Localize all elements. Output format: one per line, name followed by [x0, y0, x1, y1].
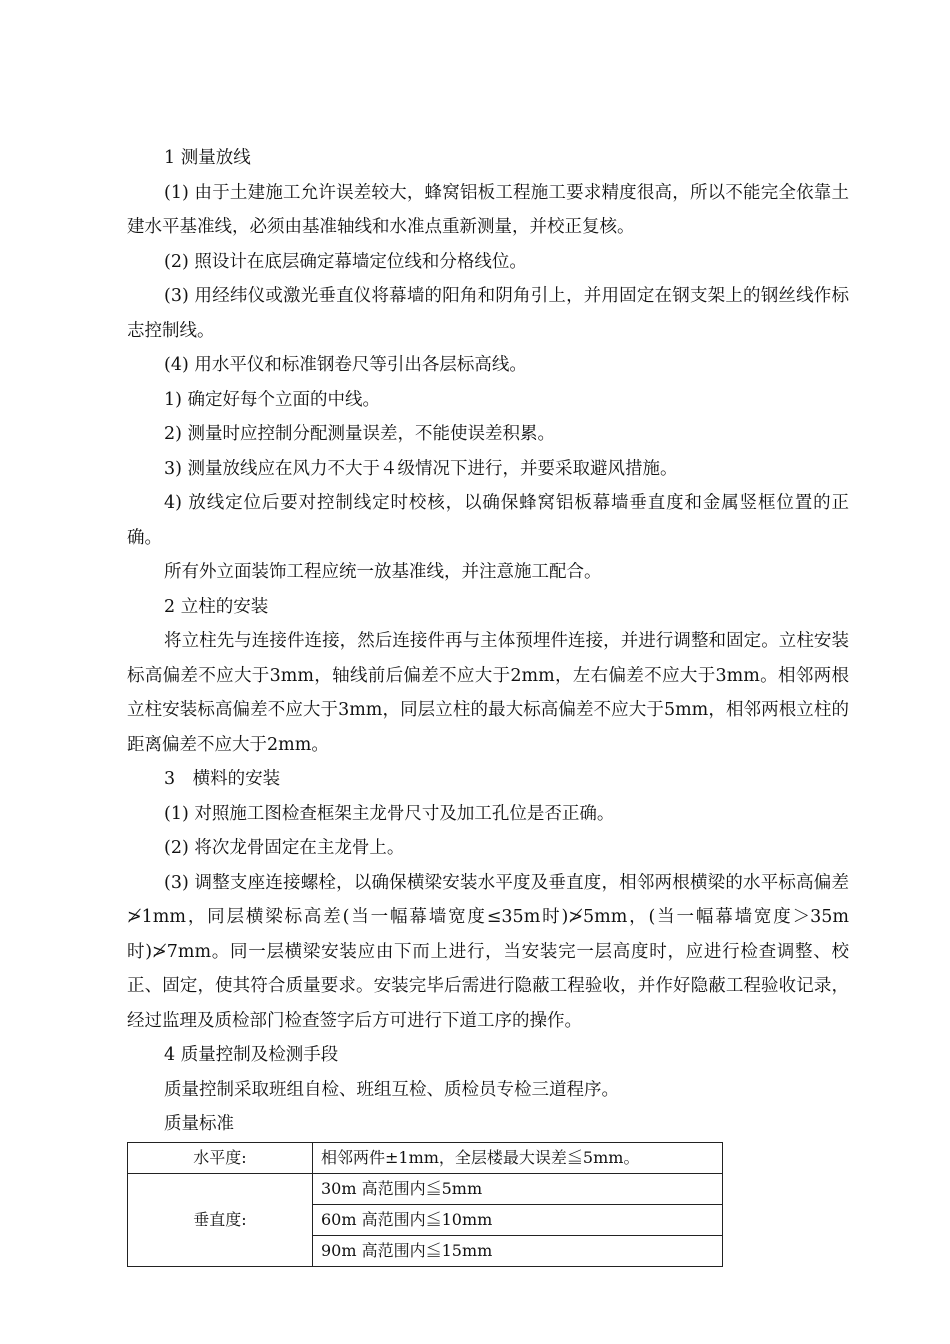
quality-standard-table [127, 1142, 723, 1267]
table-cell-value: 相邻两件±1mm，全层楼最大误差≦5mm。 [313, 1142, 723, 1173]
section-heading-4: 4 质量控制及检测手段 [164, 1045, 339, 1065]
paragraph: (1) 对照施工图检查框架主龙骨尺寸及加工孔位是否正确。 [164, 803, 615, 824]
paragraph: 将立柱先与连接件连接，然后连接件再与主体预埋件连接，并进行调整和固定。立柱安装标高偏差不应大于3mm，轴线前后偏差不应大于2mm，左右偏差不应大于3mm。相邻两根立柱安装标高偏差不应大于3mm，同层立柱的最大标高偏差不应大于5mm，相邻两根立柱的距离偏差不应大于2mm。 [127, 631, 849, 755]
paragraph: (2) 照设计在底层确定幕墙定位线和分格线位。 [164, 251, 527, 272]
document-page [127, 141, 849, 1267]
paragraph: 2) 测量时应控制分配测量误差，不能使误差积累。 [164, 424, 556, 444]
table-cell-value: 60m 高范围内≦10mm [313, 1204, 723, 1235]
section-heading-1: 1 测量放线 [164, 148, 251, 168]
paragraph: 4) 放线定位后要对控制线定时校核，以确保蜂窝铝板幕墙垂直度和金属竖框位置的正确。 [127, 493, 849, 548]
paragraph: (4) 用水平仪和标准钢卷尺等引出各层标高线。 [164, 355, 527, 375]
table-caption: 质量标准 [164, 1114, 234, 1134]
paragraph: 1) 确定好每个立面的中线。 [164, 389, 381, 410]
table-row [128, 1173, 723, 1204]
table-row [128, 1142, 723, 1173]
paragraph: (3) 调整支座连接螺栓，以确保横梁安装水平度及垂直度，相邻两根横梁的水平标高偏差≯1mm，同层横梁标高差(当一幅幕墙宽度≤35m时)≯5mm，(当一幅幕墙宽度＞35m时)≯7mm。同一层横梁安装应由下而上进行，当安装完一层高度时，应进行检查调整、校正、固定，使其符合质量要求。安装完毕后需进行隐蔽工程验收，并作好隐蔽工程验收记录，经过监理及质检部门检查签字后方可进行下道工序的操作。 [127, 872, 849, 1031]
table-cell-value: 30m 高范围内≦5mm [313, 1173, 723, 1204]
table-cell-label: 垂直度: [128, 1173, 313, 1266]
paragraph: 所有外立面装饰工程应统一放基准线，并注意施工配合。 [164, 562, 602, 582]
section-heading-3: 3 横料的安装 [164, 769, 281, 789]
paragraph: (2) 将次龙骨固定在主龙骨上。 [164, 838, 405, 858]
paragraph: 质量控制采取班组自检、班组互检、质检员专检三道程序。 [164, 1079, 619, 1100]
section-heading-2: 2 立柱的安装 [164, 596, 269, 617]
paragraph: (1) 由于土建施工允许误差较大，蜂窝铝板工程施工要求精度很高，所以不能完全依靠土建水平基准线，必须由基准轴线和水准点重新测量，并校正复核。 [127, 182, 849, 237]
paragraph: (3) 用经纬仪或激光垂直仪将幕墙的阳角和阴角引上，并用固定在钢支架上的钢丝线作标志控制线。 [127, 286, 849, 341]
paragraph: 3) 测量放线应在风力不大于４级情况下进行，并要采取避风措施。 [164, 458, 678, 479]
table-cell-label: 水平度: [128, 1142, 313, 1173]
table-cell-value: 90m 高范围内≦15mm [313, 1235, 723, 1266]
